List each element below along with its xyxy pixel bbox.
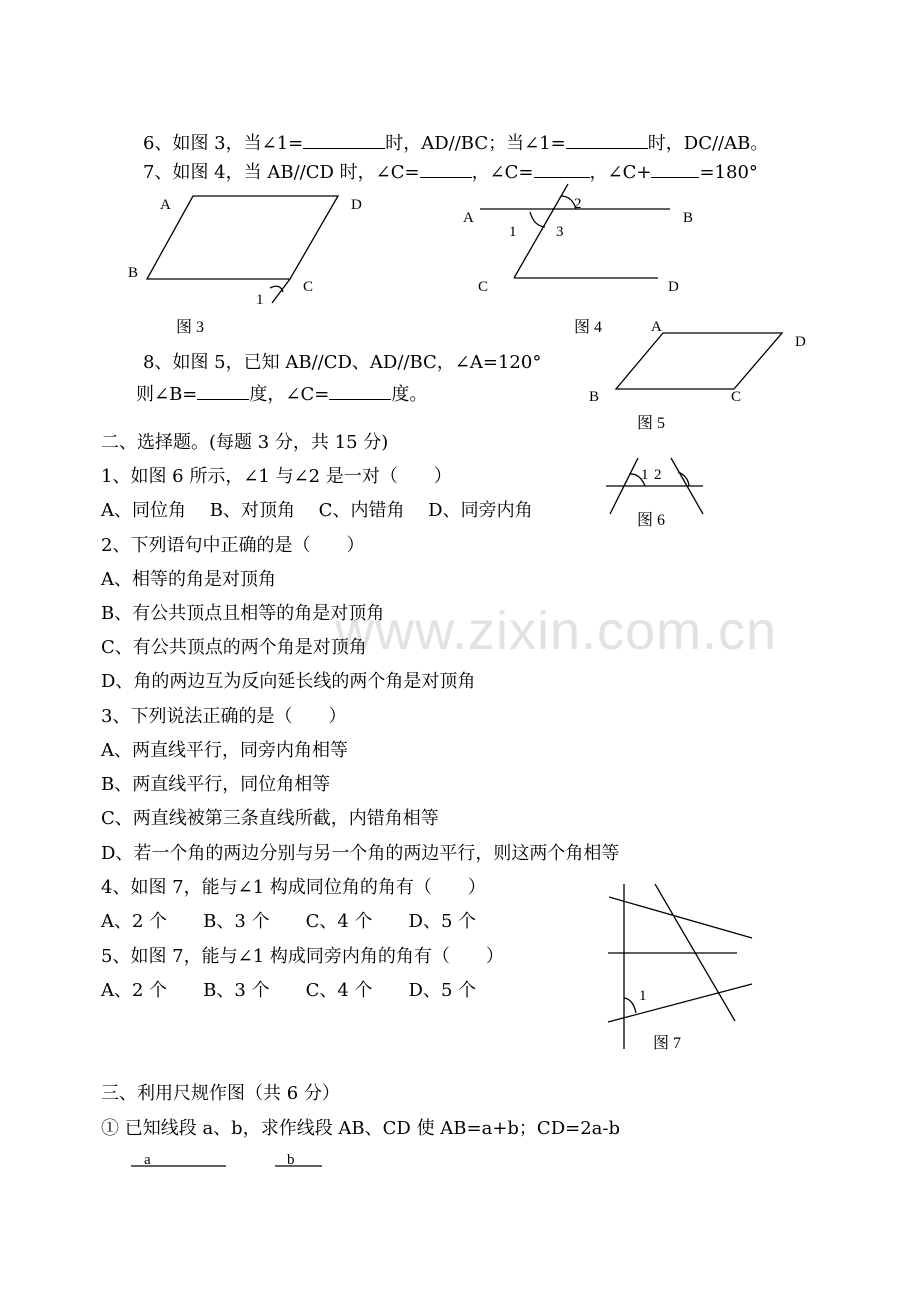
fig3-parallelogram xyxy=(147,196,338,279)
fig5-caption: 图 5 xyxy=(637,415,666,432)
fig7-line-bottom xyxy=(608,984,752,1022)
fig5-label-a: A xyxy=(651,319,662,335)
s2-q2-option-c: C、有公共顶点的两个角是对顶角 xyxy=(101,637,367,658)
watermark: www.zixin.com.cn xyxy=(335,601,778,661)
s2-q2-option-d: D、角的两边互为反向延长线的两个角是对顶角 xyxy=(101,671,476,692)
fig5-label-c: C xyxy=(731,389,742,405)
s2-q1-options: A、同位角 B、对顶角 C、内错角 D、同旁内角 xyxy=(101,500,533,521)
s2-q2-option-a: A、相等的角是对顶角 xyxy=(101,569,276,590)
fig6-label-1: 1 xyxy=(641,467,649,483)
fig4-label-d: D xyxy=(668,279,679,295)
fig3-extension-line xyxy=(272,279,290,303)
question-8-line-1: 8、如图 5，已知 AB//CD、AD//BC，∠A=120° xyxy=(143,352,542,373)
fig4-label-c: C xyxy=(478,279,489,295)
s2-q3-option-d: D、若一个角的两边分别与另一个角的两边平行，则这两个角相等 xyxy=(101,843,620,864)
fig5-label-d: D xyxy=(795,334,806,350)
s2-q1-stem: 1、如图 6 所示，∠1 与∠2 是一对（ ） xyxy=(101,466,452,487)
s2-q4-options: A、2 个 B、3 个 C、4 个 D、5 个 xyxy=(101,911,477,932)
segment-a-label: a xyxy=(144,1152,151,1168)
fig7-label-1: 1 xyxy=(639,988,647,1004)
figure-7 xyxy=(608,884,752,1049)
section-2-heading: 二、选择题。(每题 3 分，共 15 分) xyxy=(101,432,389,453)
fig3-label-b: B xyxy=(128,265,139,281)
fig4-angle-arc-1 xyxy=(530,212,545,227)
q7-text-2: ，∠C= xyxy=(471,162,534,183)
q7-text-4: =180° xyxy=(699,162,758,183)
fig3-caption: 图 3 xyxy=(176,319,205,336)
fig4-caption: 图 4 xyxy=(574,319,603,336)
section-3-heading: 三、利用尺规作图（共 6 分） xyxy=(101,1083,340,1104)
q6-text-1: 6、如图 3，当∠1= xyxy=(143,133,304,154)
q6-text-2: 时，AD//BC；当∠1= xyxy=(385,133,566,154)
s2-q3-stem: 3、下列说法正确的是（ ） xyxy=(101,706,347,727)
fig7-line-top xyxy=(609,897,752,938)
fig3-label-1: 1 xyxy=(256,292,264,308)
q8-text-1: 则∠B= xyxy=(136,384,198,405)
s2-q4-stem: 4、如图 7，能与∠1 构成同位角的角有（ ） xyxy=(101,877,486,898)
s2-q3-option-a: A、两直线平行，同旁内角相等 xyxy=(101,740,348,761)
fig7-angle-arc xyxy=(624,998,636,1013)
fig5-label-b: B xyxy=(589,389,600,405)
q8-text-3: 度。 xyxy=(391,384,428,405)
fig3-label-a: A xyxy=(160,197,171,213)
fig5-parallelogram xyxy=(616,333,782,389)
fig6-caption: 图 6 xyxy=(637,512,666,529)
fig3-label-d: D xyxy=(351,197,362,213)
fig4-label-a: A xyxy=(463,210,474,226)
fig7-caption: 图 7 xyxy=(653,1035,682,1052)
fig3-label-c: C xyxy=(303,279,314,295)
s3-q1: ① 已知线段 a、b，求作线段 AB、CD 使 AB=a+b；CD=2a-b xyxy=(101,1118,621,1139)
s2-q3-option-c: C、两直线被第三条直线所截，内错角相等 xyxy=(101,808,439,829)
s2-q5-stem: 5、如图 7，能与∠1 构成同旁内角的角有（ ） xyxy=(101,946,504,967)
q8-text-2: 度，∠C= xyxy=(249,384,330,405)
s2-q3-option-b: B、两直线平行，同位角相等 xyxy=(101,774,331,795)
q7-text-1: 7、如图 4，当 AB//CD 时，∠C= xyxy=(143,162,420,183)
fig6-label-2: 2 xyxy=(654,467,662,483)
s2-q2-stem: 2、下列语句中正确的是（ ） xyxy=(101,535,365,556)
fig4-label-2: 2 xyxy=(574,196,582,212)
fig4-label-1: 1 xyxy=(509,224,517,240)
fig4-label-3: 3 xyxy=(556,224,564,240)
fig4-label-b: B xyxy=(683,210,694,226)
figure-5 xyxy=(616,333,782,389)
segment-b-label: b xyxy=(287,1152,295,1168)
s2-q5-options: A、2 个 B、3 个 C、4 个 D、5 个 xyxy=(101,980,477,1001)
q7-text-3: ，∠C+ xyxy=(589,162,652,183)
q6-text-3: 时，DC//AB。 xyxy=(647,133,769,154)
s2-q2-option-b: B、有公共顶点且相等的角是对顶角 xyxy=(101,603,385,624)
